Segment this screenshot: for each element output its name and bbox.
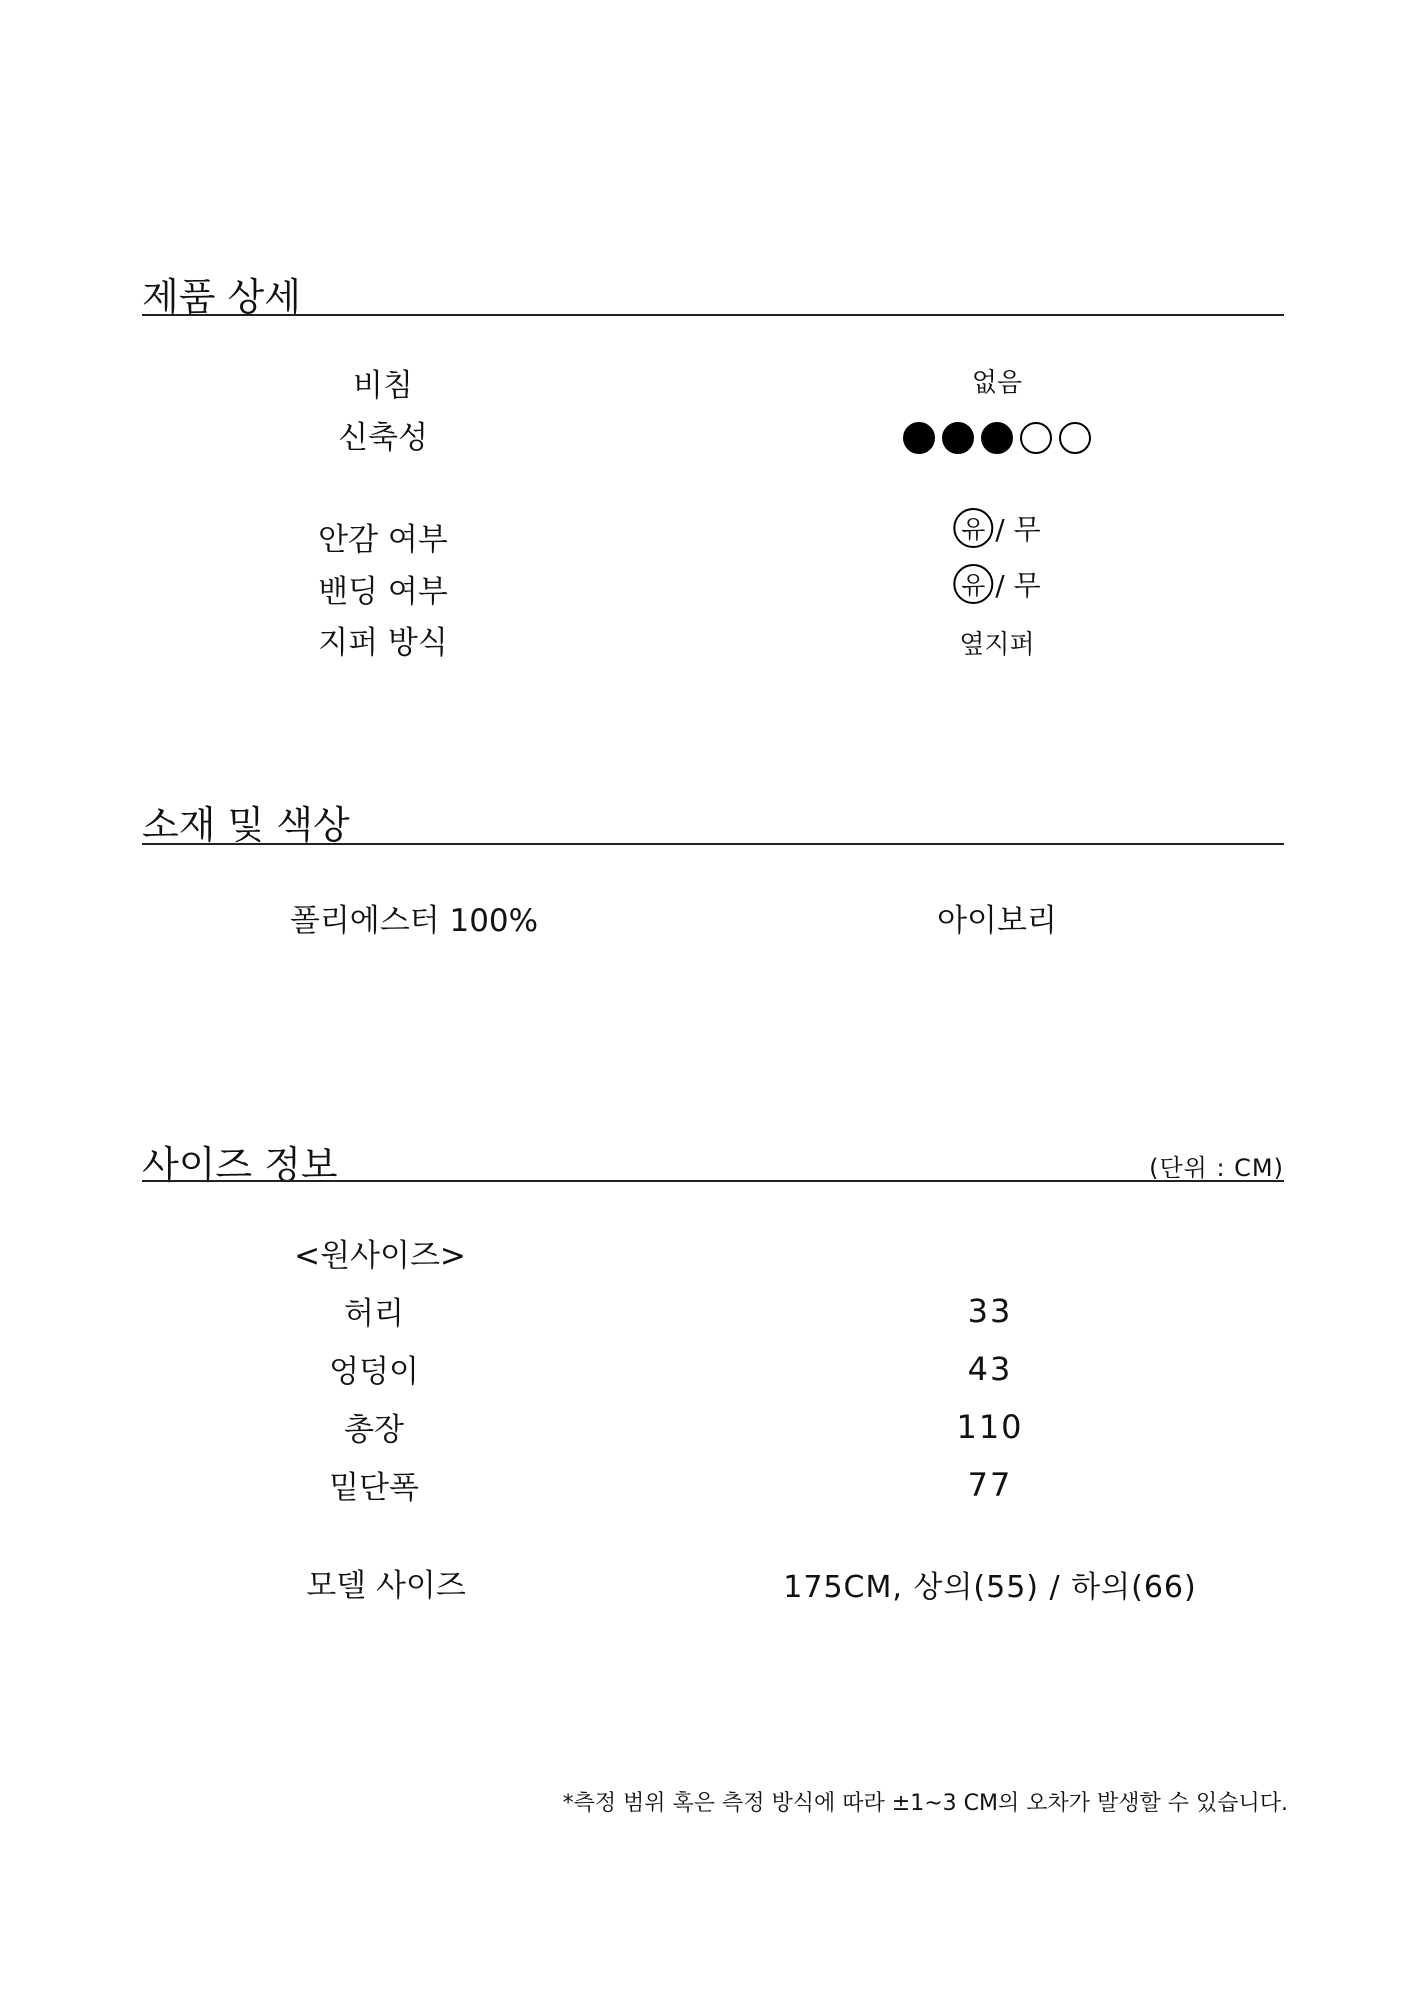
footnote: *측정 범위 혹은 측정 방식에 따라 ±1~3 CM의 오차가 발생할 수 있습니다. — [562, 1791, 1288, 1816]
zipper-label: 지퍼 방식 — [318, 625, 448, 661]
filled-circle-icon — [903, 422, 935, 454]
stretch-label: 신축성 — [338, 420, 428, 456]
size-row-label: 총장 — [344, 1412, 404, 1448]
section-title-size: 사이즈 정보 — [142, 1143, 338, 1187]
filled-circle-icon — [942, 422, 974, 454]
section-title-material: 소재 및 색상 — [142, 803, 350, 847]
banding-value — [953, 564, 1040, 604]
color-value: 아이보리 — [937, 903, 1057, 939]
size-row-value: 77 — [967, 1466, 1013, 1504]
zipper-value: 옆지퍼 — [959, 630, 1035, 660]
section-divider — [142, 314, 1284, 316]
fabric-value: 폴리에스터 100% — [289, 903, 539, 939]
banding-rest: / 무 — [995, 569, 1041, 602]
sheer-value: 없음 — [971, 368, 1023, 398]
lining-value — [953, 508, 1040, 548]
section-title-details: 제품 상세 — [142, 275, 301, 319]
size-name: <원사이즈> — [294, 1238, 466, 1274]
model-size-value: 175CM, 상의(55) / 하의(66) — [783, 1570, 1197, 1605]
lining-rest: / 무 — [995, 513, 1041, 546]
stretch-rating — [903, 422, 1091, 454]
section-divider — [142, 1180, 1284, 1182]
empty-circle-icon — [1020, 422, 1052, 454]
size-row-value: 33 — [967, 1292, 1013, 1330]
filled-circle-icon — [981, 422, 1013, 454]
banding-label: 밴딩 여부 — [318, 574, 448, 610]
size-row-label: 허리 — [344, 1296, 404, 1332]
size-row-label: 엉덩이 — [329, 1354, 419, 1390]
unit-label: (단위 : CM) — [1149, 1154, 1284, 1182]
lining-label: 안감 여부 — [318, 522, 448, 558]
lining-yes-circled: 유 — [953, 508, 993, 548]
size-row-value: 110 — [956, 1408, 1024, 1446]
empty-circle-icon — [1059, 422, 1091, 454]
size-row-value: 43 — [967, 1350, 1013, 1388]
sheer-label: 비침 — [353, 368, 413, 404]
model-size-label: 모델 사이즈 — [306, 1568, 466, 1604]
section-divider — [142, 843, 1284, 845]
size-row-label: 밑단폭 — [329, 1470, 419, 1506]
banding-yes-circled: 유 — [953, 564, 993, 604]
